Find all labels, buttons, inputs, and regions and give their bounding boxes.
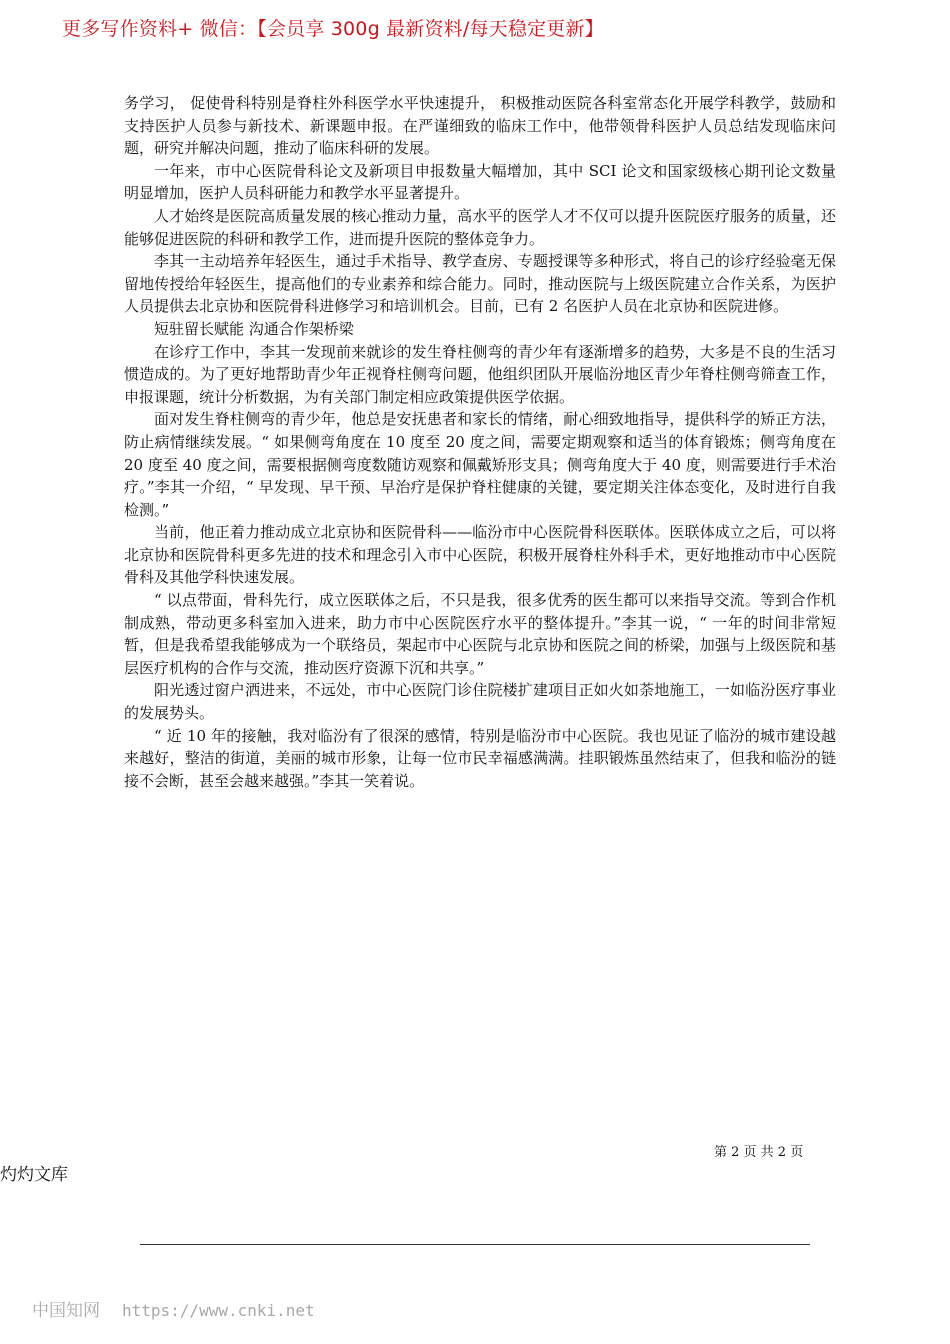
article-paragraph: 一年来，市中心医院骨科论文及新项目申报数量大幅增加，其中 SCI 论文和国家级核心期刊论文数量明显增加，医护人员科研能力和教学水平显著提升。 (124, 161, 836, 203)
article-paragraph: “ 以点带面，骨科先行，成立医联体之后，不只是我，很多优秀的医生都可以来指导交流。等到合作机制成熟，带动更多科室加入进来，助力市中心医院医疗水平的整体提升。”李其一说，“ 一年的时间非常短暂，但是我希望我能够成为一个联络员，架起市中心医院与北京协和医院之间的桥梁，加强与上级医院和基层医疗机构的合作与交流，推动医疗资源下沉和共享。” (124, 591, 836, 677)
article-paragraph: “ 近 10 年的接触，我对临汾有了很深的感情，特别是临汾市中心医院。我也见证了临汾的城市建设越来越好，整洁的街道，美丽的城市形象，让每一位市民幸福感满满。挂职锻炼虽然结束了，但我和临汾的链接不会断，甚至会越来越强。”李其一笑着说。 (124, 726, 836, 790)
article-paragraph: 李其一主动培养年轻医生，通过手术指导、教学查房、专题授课等多种形式，将自己的诊疗经验毫无保留地传授给年轻医生，提高他们的专业素养和综合能力。同时，推动医院与上级医院建立合作关系，为医护人员提供去北京协和医院骨科进修学习和培训机会。目前，已有 2 名医护人员在北京协和医院进修。 (124, 252, 836, 316)
article-body (124, 92, 836, 792)
site-name: 灼灼文库 (0, 1165, 68, 1185)
article-paragraph: 在诊疗工作中，李其一发现前来就诊的发生脊柱侧弯的青少年有逐渐增多的趋势，大多是不良的生活习惯造成的。为了更好地帮助青少年正视脊柱侧弯问题，他组织团队开展临汾地区青少年脊柱侧弯筛查工作，申报课题，统计分析数据，为有关部门制定相应政策提供医学依据。 (124, 342, 836, 406)
footer-divider (140, 1244, 810, 1245)
watermark-name: 中国知网 (32, 1301, 100, 1321)
article-paragraph: 当前，他正着力推动成立北京协和医院骨科——临汾市中心医院骨科医联体。医联体成立之后，可以将北京协和医院骨科更多先进的技术和理念引入市中心医院，积极开展脊柱外科手术，更好地推动市中心医院骨科及其他学科快速发展。 (124, 523, 836, 587)
cnki-watermark (32, 1296, 315, 1321)
article-paragraph: 阳光透过窗户洒进来，不远处，市中心医院门诊住院楼扩建项目正如火如荼地施工，一如临汾医疗事业的发展势头。 (124, 681, 836, 723)
watermark-url: https://www.cnki.net (122, 1301, 315, 1320)
promo-banner: 更多写作资料+ 微信：【会员享 300g 最新资料/每天稳定更新】 (62, 18, 604, 40)
article-paragraph: 面对发生脊柱侧弯的青少年，他总是安抚患者和家长的情绪，耐心细致地指导，提供科学的矫正方法，防止病情继续发展。“ 如果侧弯角度在 10 度至 20 度之间，需要定期观察和适当的体育锻炼；侧弯角度在 20 度至 40 度之间，需要根据侧弯度数随访观察和佩戴矫形支具；侧弯角度大于 40 度，则需要进行手术治疗。”李其一介绍，“ 早发现、早干预、早治疗是保护脊柱健康的关键，要定期关注体态变化，及时进行自我检测。” (124, 410, 836, 519)
section-subheading: 短驻留长赋能 沟通合作架桥梁 (154, 319, 354, 338)
article-paragraph: 人才始终是医院高质量发展的核心推动力量，高水平的医学人才不仅可以提升医院医疗服务的质量，还能够促进医院的科研和教学工作，进而提升医院的整体竞争力。 (124, 206, 836, 248)
page-number: 第 2 页 共 2 页 (714, 1145, 804, 1160)
article-paragraph: 务学习， 促使骨科特别是脊柱外科医学水平快速提升， 积极推动医院各科室常态化开展学科教学，鼓励和支持医护人员参与新技术、新课题申报。在严谨细致的临床工作中，他带领骨科医护人员总结发现临床问题，研究并解决问题，推动了临床科研的发展。 (124, 94, 836, 158)
